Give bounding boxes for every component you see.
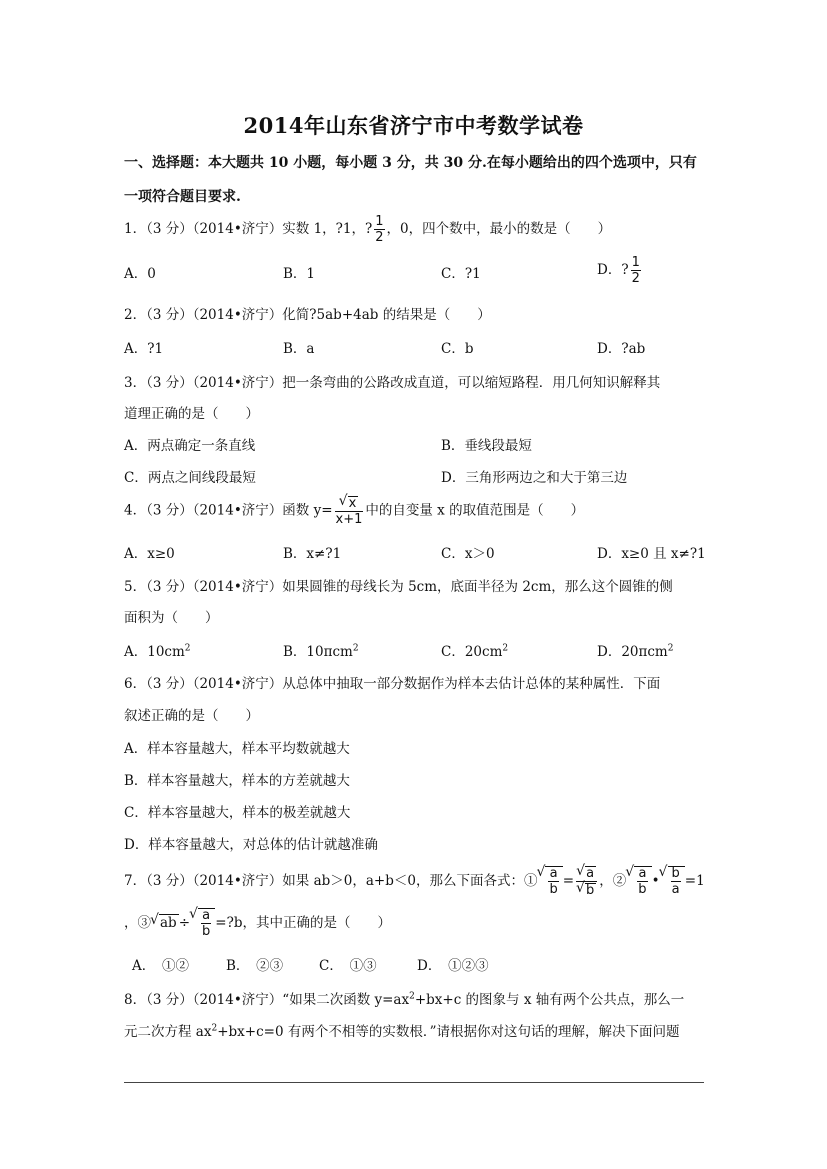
q7-option-d[interactable]: D． ①②③ [417,958,489,974]
q2-option-b[interactable]: B．a [283,341,315,357]
page-title: 2014年山东省济宁市中考数学试卷 [243,113,584,138]
q8-text-b: +bx+c 的图象与 x 轴有两个公共点，那么一 [414,992,685,1008]
q2-text-a: 2．（3 分）（2014•济宁）化简 [124,307,310,323]
q4-frac-den: x+1 [335,512,363,527]
q4-frac-num: √ x [348,496,359,510]
q5-option-c[interactable] [441,640,508,660]
question-8-line2 [124,1020,704,1040]
q8-text-c: 元二次方程 ax [124,1024,212,1040]
question-6-line1: 6．（3 分）（2014•济宁）从总体中抽取一部分数据作为样本去估计总体的某种属性．下面 [124,676,661,692]
q3-option-a[interactable]: A．两点确定一条直线 [124,438,256,454]
q4-option-d-label: D．x≥0 且 x≠ [597,546,690,562]
question-1-stem [124,215,704,244]
q3-option-c[interactable]: C．两点之间线段最短 [124,470,256,486]
q2-option-d[interactable] [597,337,645,357]
q3-option-b[interactable]: B．垂线段最短 [441,438,532,454]
q1-fraction [374,215,384,244]
q6-option-a[interactable]: A．样本容量越大，样本平均数就越大 [124,741,350,757]
q1-option-b[interactable]: B．1 [283,266,316,282]
question-7-line1: 7．（3 分）（2014•济宁）如果 ab＞0，a+b＜0，那么下面各式：① √ $\frac{a}{b}$ = √ a √ b ，② √ $\frac{a}{b}$ • √ $\frac{b}{a}$ =1 [124,866,704,897]
q1-frac-num: 1 [375,214,384,229]
q7-equals: = [215,915,227,931]
question-4-stem [124,496,704,526]
missing-glyph-icon: ? [335,221,343,237]
q1-option-a[interactable]: A．0 [124,266,156,282]
q7-sqrt-ab: √ ab [159,914,179,931]
missing-glyph-icon: ? [147,341,155,357]
q7-a: √ a [638,866,647,881]
question-8-line1 [124,988,704,1008]
q5-option-a[interactable] [124,640,191,660]
q7-text-a: 7．（3 分）（2014•济宁）如果 ab＞0，a+b＜0，那么下面各式：① [124,873,538,889]
q1-text-c: ，0，四个数中，最小的数是（ ） [386,221,612,237]
missing-glyph-icon: ? [325,546,333,562]
footer-divider [124,1082,704,1083]
q8-text-a: 8．（3 分）（2014•济宁）“如果二次函数 y=ax [124,992,410,1008]
q1-frac-den: 2 [375,230,384,245]
q4-option-d[interactable] [597,542,706,562]
q7-option-a[interactable]: A． ①② [132,958,189,974]
q7-option-c[interactable]: C． ①③ [319,958,377,974]
question-2-stem [124,303,704,323]
question-5-line2: 面积为（ ） [124,610,219,626]
q2-option-a-label: A． [124,341,148,357]
q4-option-a[interactable]: A．x≥0 [124,546,175,562]
missing-glyph-icon: ? [226,915,234,931]
q7-b: b [549,882,558,897]
missing-glyph-icon: ? [689,546,698,562]
q5-sup: 2 [667,643,674,654]
q7-a: √ a [549,866,558,881]
question-7-line2 [124,908,704,938]
q7-b: √ b [585,883,596,897]
q8-sup: 2 [409,991,415,1002]
section-heading-line1: 一、选择题：本大题共 10 小题，每小题 3 分，共 30 分.在每小题给出的四个选项中，只有 [124,155,697,171]
q4-option-b-label: B．x≠ [283,546,326,562]
q6-option-d[interactable]: D．样本容量越大，对总体的估计就越准确 [124,837,378,853]
q7-expr1-sqrt [545,866,562,896]
q7-a: √ a [585,866,596,880]
q7-option-b[interactable]: B． ②③ [226,958,284,974]
q4-option-b[interactable] [283,542,341,562]
q5-sup: 2 [352,643,359,654]
q1-option-c-value: 1 [472,266,481,282]
question-6-line2: 叙述正确的是（ ） [124,708,259,724]
q7-a: a [671,882,680,897]
missing-glyph-icon: ? [464,266,473,282]
q5-option-d[interactable] [597,640,673,660]
q6-option-b[interactable]: B．样本容量越大，样本的方差就越大 [124,773,350,789]
question-3-line1: 3．（3 分）（2014•济宁）把一条弯曲的公路改成直道，可以缩短路程．用几何知识解释其 [124,375,661,391]
question-3-line2: 道理正确的是（ ） [124,406,259,422]
q1-option-c-label: C． [441,266,465,282]
q5-option-a-label: A．10cm [124,644,185,660]
q7-text-e: b，其中正确的是（ ） [233,915,391,931]
q7-text-d: ，③ [124,915,151,931]
q2-option-a-value: 1 [154,341,164,357]
missing-glyph-icon: ? [621,341,629,357]
q6-option-c[interactable]: C．样本容量越大，样本的极差就越大 [124,805,351,821]
q8-text-d: +bx+c=0 有两个不相等的实数根．”请根据你对这句话的理解，解决下面问题 [217,1024,680,1040]
q4-text-a: 4．（3 分）（2014•济宁）函数 y= [124,502,333,519]
q1-option-c[interactable] [441,262,481,282]
question-5-line1: 5．（3 分）（2014•济宁）如果圆锥的母线长为 5cm，底面半径为 2cm，那么这个圆锥的侧 [124,579,673,595]
q1-text-a: 1．（3 分）（2014•济宁）实数 1， [124,221,336,237]
q7-b: b [202,924,211,939]
q5-option-d-label: D．20πcm [597,644,668,660]
q7-divide: ÷ [178,915,191,931]
q1-option-d-fraction [631,256,641,285]
q7-text-c: =1 [684,873,705,889]
section-heading-line2: 一项符合题目要求. [124,189,241,205]
q5-option-b-label: B．10πcm [283,644,353,660]
q5-sup: 2 [502,643,509,654]
q1-optd-num: 1 [631,255,640,270]
q7-expr1-rhs [576,866,597,897]
q7-text-b: ，② [599,873,627,889]
q2-option-d-value: ab [628,341,646,357]
missing-glyph-icon: ? [309,307,317,323]
q7-expr2-sqrt2 [668,866,685,896]
q4-option-c[interactable]: C．x＞0 [441,546,495,562]
q4-option-b-value: 1 [332,546,342,562]
q5-option-b[interactable] [283,640,359,660]
q4-fraction [335,496,364,526]
q3-option-d[interactable]: D．三角形两边之和大于第三边 [441,470,628,486]
q7-b: √ b [671,866,680,881]
missing-glyph-icon: ? [365,221,373,237]
q7-expr3-sqrt [198,908,215,938]
missing-glyph-icon: ? [621,262,629,278]
q4-text-b: 中的自变量 x 的取值范围是（ ） [365,502,585,519]
q7-a: √ a [202,908,211,923]
q1-option-d-label: D． [597,262,622,278]
q2-text-b: 5ab+4ab 的结果是（ ） [316,307,491,323]
q2-option-c[interactable]: C．b [441,341,474,357]
q7-expr2-sqrt1 [634,866,651,896]
q7-b: b [638,882,647,897]
q8-sup: 2 [211,1023,218,1034]
q1-option-d[interactable] [597,256,643,285]
q4-option-d-value: 1 [697,546,706,562]
q2-option-a[interactable] [124,337,163,357]
q5-option-c-label: C．20cm [441,644,503,660]
q5-sup: 2 [184,643,191,654]
q2-option-d-label: D． [597,341,622,357]
q1-text-b: 1， [342,221,366,237]
q1-optd-den: 2 [631,271,640,286]
